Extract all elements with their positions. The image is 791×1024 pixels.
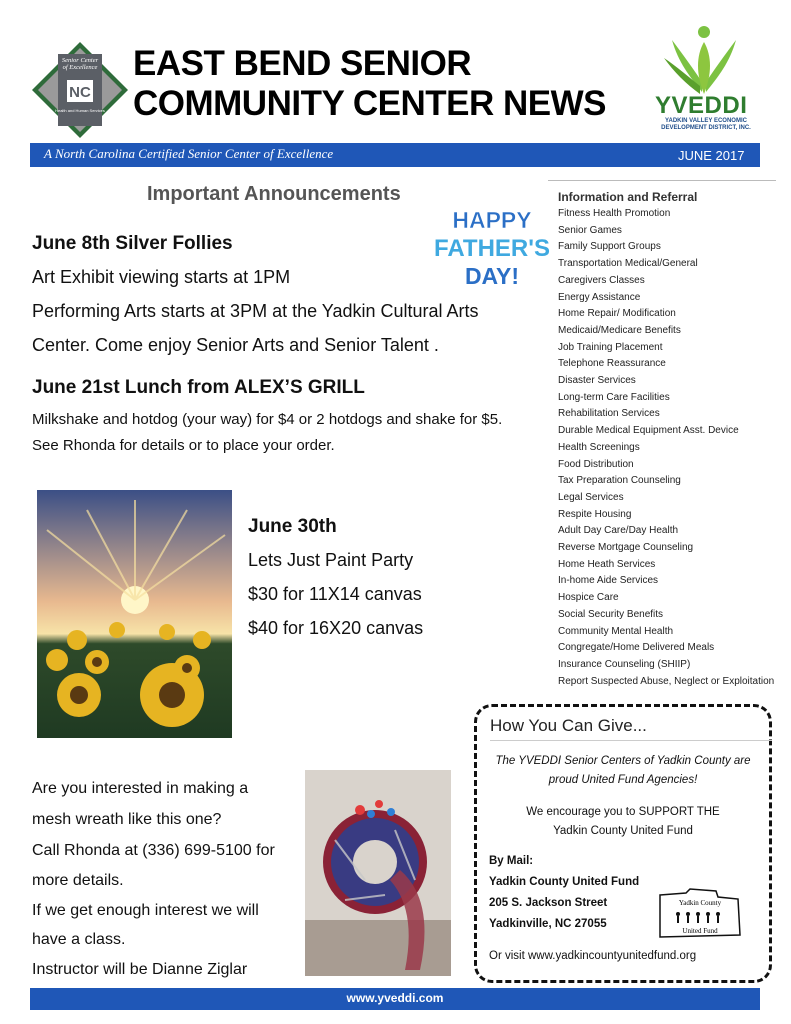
wreath-line-4: more details.	[32, 872, 124, 889]
event2-line2: See Rhonda for details or to place your order.	[32, 437, 335, 454]
wreath-line-2: mesh wreath like this one?	[32, 811, 222, 828]
give-encourage-a: We encourage you to	[526, 806, 639, 818]
info-referral-item: Reverse Mortgage Counseling	[558, 542, 694, 554]
senior-center-badge-logo	[30, 40, 130, 140]
info-referral-item: Report Suspected Abuse, Neglect or Exploitation	[558, 675, 775, 687]
give-address-2: 205 S. Jackson Street	[489, 897, 608, 909]
give-encourage-line-1	[478, 803, 768, 822]
info-referral-item: Senior Games	[558, 224, 622, 236]
sunflower-painting-image	[37, 490, 232, 738]
info-referral-item: Congregate/Home Delivered Meals	[558, 642, 715, 654]
info-referral-item: Durable Medical Equipment Asst. Device	[558, 425, 739, 437]
give-address-3: Yadkinville, NC 27055	[489, 918, 607, 930]
give-italic-line-1: The YVEDDI Senior Centers of Yadkin County are	[495, 755, 751, 767]
info-referral-item: Energy Assistance	[558, 291, 641, 303]
event1-line1: Art Exhibit viewing starts at 1PM	[32, 267, 291, 287]
event3-title: June 30th	[248, 516, 337, 537]
info-referral-item: Adult Day Care/Day Health	[558, 525, 679, 537]
badge-text-3: Health and Human Services	[55, 108, 105, 113]
hfd-line-2: FATHER'S	[434, 235, 550, 262]
info-referral-item: Caregivers Classes	[558, 274, 645, 286]
event1-title: June 8th Silver Follies	[32, 233, 233, 254]
event3-line1: Lets Just Paint Party	[248, 550, 414, 570]
wreath-line-7: Instructor will be Dianne Ziglar	[32, 961, 248, 978]
info-referral-item: Family Support Groups	[558, 241, 661, 253]
give-address-1: Yadkin County United Fund	[489, 876, 640, 888]
info-referral-item: Respite Housing	[558, 508, 632, 520]
title-line-2: COMMUNITY CENTER NEWS	[133, 84, 607, 123]
happy-fathers-day-graphic	[428, 206, 556, 290]
info-referral-item: In-home Aide Services	[558, 575, 659, 587]
united-fund-logo	[656, 887, 742, 941]
info-referral-item: Rehabilitation Services	[558, 408, 660, 420]
banner-tagline: A North Carolina Certified Senior Center of Excellence	[44, 146, 334, 161]
info-referral-item: Home Repair/ Modification	[558, 308, 676, 320]
hfd-line-3: DAY!	[464, 263, 520, 289]
give-visit-link[interactable]: Or visit www.yadkincountyunitedfund.org	[489, 950, 697, 962]
org-subtitle: YADKIN VALLEY ECONOMIC DEVELOPMENT DISTRICT, INC.	[661, 118, 751, 131]
badge-text-1: Senior Center	[61, 57, 99, 64]
announcements-heading: Important Announcements	[147, 183, 401, 205]
give-encourage-line-2: Yadkin County United Fund	[553, 825, 693, 837]
hfd-line-1: HAPPY	[452, 207, 532, 233]
how-you-can-give-box	[474, 704, 772, 983]
info-referral-item: Disaster Services	[558, 375, 636, 387]
mesh-wreath-image	[305, 770, 451, 976]
org-name: YVEDDI	[655, 92, 748, 119]
info-referral-item: Telephone Reassurance	[558, 358, 666, 370]
info-referral-item: Long-term Care Facilities	[558, 391, 670, 403]
give-encourage-b: SUPPORT THE	[638, 806, 720, 818]
info-referral-item: Legal Services	[558, 491, 624, 503]
wreath-line-5: If we get enough interest we will	[32, 902, 259, 919]
info-divider	[548, 180, 776, 181]
wreath-line-3: Call Rhonda at (336) 699-5100 for	[32, 842, 275, 859]
footer-website-link[interactable]: www.yveddi.com	[346, 991, 444, 1005]
info-referral-item: Job Training Placement	[558, 341, 663, 353]
event1-line2: Performing Arts starts at 3PM at the Yadkin Cultural Arts	[32, 301, 479, 321]
info-referral-item: Health Screenings	[558, 441, 640, 453]
event3-line3: $40 for 16X20 canvas	[248, 618, 424, 638]
badge-text-2: of Excellence	[62, 64, 98, 71]
info-referral-item: Fitness Health Promotion	[558, 208, 671, 219]
info-referral-item: Hospice Care	[558, 592, 619, 604]
event1-line3: Center. Come enjoy Senior Arts and Senior Talent .	[32, 335, 439, 355]
give-italic-line-2: proud United Fund Agencies!	[548, 774, 698, 786]
ucf-logo-line-1: Yadkin County	[678, 899, 722, 907]
ucf-logo-line-2: United Fund	[682, 927, 718, 935]
badge-nc: NC	[69, 84, 91, 101]
newsletter-title	[133, 44, 606, 124]
info-referral-item: Transportation Medical/General	[558, 258, 698, 270]
info-referral-item: Food Distribution	[558, 458, 634, 470]
wreath-line-1: Are you interested in making a	[32, 780, 249, 797]
info-referral-item: Medicaid/Medicare Benefits	[558, 324, 681, 336]
info-referral-item: Home Heath Services	[558, 558, 656, 570]
info-referral-list	[558, 206, 774, 690]
issue-date: JUNE 2017	[678, 148, 745, 163]
info-referral-title: Information and Referral	[558, 190, 698, 204]
give-by-mail: By Mail:	[489, 855, 534, 867]
info-referral-item: Social Security Benefits	[558, 608, 664, 620]
title-line-1: EAST BEND SENIOR	[133, 44, 472, 83]
info-referral-item: Tax Preparation Counseling	[558, 475, 681, 487]
give-divider	[490, 740, 772, 741]
info-referral-item: Insurance Counseling (SHIIP)	[558, 658, 691, 670]
info-referral-item: Community Mental Health	[558, 625, 674, 637]
give-title: How You Can Give...	[490, 716, 647, 735]
wreath-line-6: have a class.	[32, 931, 126, 948]
event2-title: June 21st Lunch from ALEX’S GRILL	[32, 377, 365, 398]
event2-line1: Milkshake and hotdog (your way) for $4 or 2 hotdogs and shake for $5.	[32, 411, 503, 428]
event3-line2: $30 for 11X14 canvas	[248, 584, 422, 604]
